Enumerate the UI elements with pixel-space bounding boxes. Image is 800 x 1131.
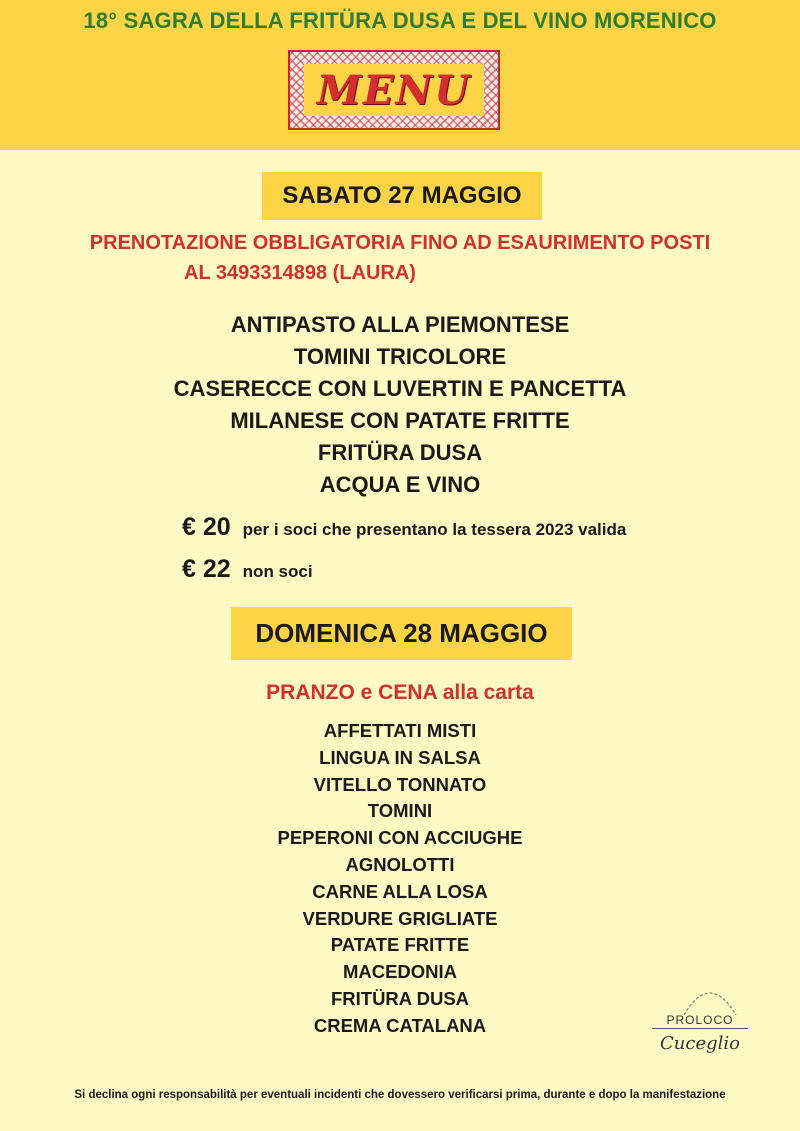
list-item: FRITÜRA DUSA [317,440,483,465]
list-item: PEPERONI CON ACCIUGHE [277,827,523,849]
list-item: PATATE FRITTE [330,934,470,956]
list-item: AGNOLOTTI [345,853,455,875]
list-item: CASERECCE CON LUVERTIN E PANCETTA [173,376,627,401]
logo-town: Cuceglio [660,1033,740,1054]
event-title: 18° SAGRA DELLA FRITÜRA DUSA E DEL VINO MORENICO [83,8,717,33]
saturday-menu-list [0,309,800,501]
list-item: CARNE ALLA LOSA [312,880,488,902]
header-banner [0,0,800,150]
list-item: VERDURE GRIGLIATE [302,907,498,929]
menu-badge [288,50,500,130]
list-item: MACEDONIA [342,961,458,983]
reservation-phone: AL 3493314898 (LAURA) [184,262,416,284]
saturday-date: SABATO 27 MAGGIO [262,172,542,220]
list-item: CREMA CATALANA [313,1014,487,1036]
list-item: TOMINI [367,800,433,822]
price-members [182,513,626,542]
reservation-notice: PRENOTAZIONE OBBLIGATORIA FINO AD ESAURIMENTO POSTI [89,232,711,254]
sunday-subtitle: PRANZO e CENA alla carta [266,681,534,704]
price-note: non soci [242,562,313,581]
list-item: FRITÜRA DUSA [330,987,470,1009]
list-item: VITELLO TONNATO [313,773,487,795]
list-item: ACQUA E VINO [319,472,481,497]
price-amount: € 22 [182,555,231,583]
menu-label: MENU [304,64,484,116]
list-item: MILANESE CON PATATE FRITTE [230,408,570,433]
list-item: TOMINI TRICOLORE [293,344,507,369]
list-item: LINGUA IN SALSA [319,746,481,768]
price-amount: € 20 [182,513,231,541]
price-note: per i soci che presentano la tessera 2023 valida [242,520,627,539]
list-item: ANTIPASTO ALLA PIEMONTESE [230,312,570,337]
footer-disclaimer: Si declina ogni responsabilità per eventuali incidenti che dovessero verificarsi prima, durante e dopo la manifestazione [74,1089,726,1101]
logo-arc-icon [680,977,740,1017]
list-item: AFFETTATI MISTI [323,720,477,741]
price-non-members [182,555,313,584]
sunday-date: DOMENICA 28 MAGGIO [231,607,572,660]
logo-name: PROLOCO [652,1013,748,1029]
proloco-logo [652,1005,752,1073]
